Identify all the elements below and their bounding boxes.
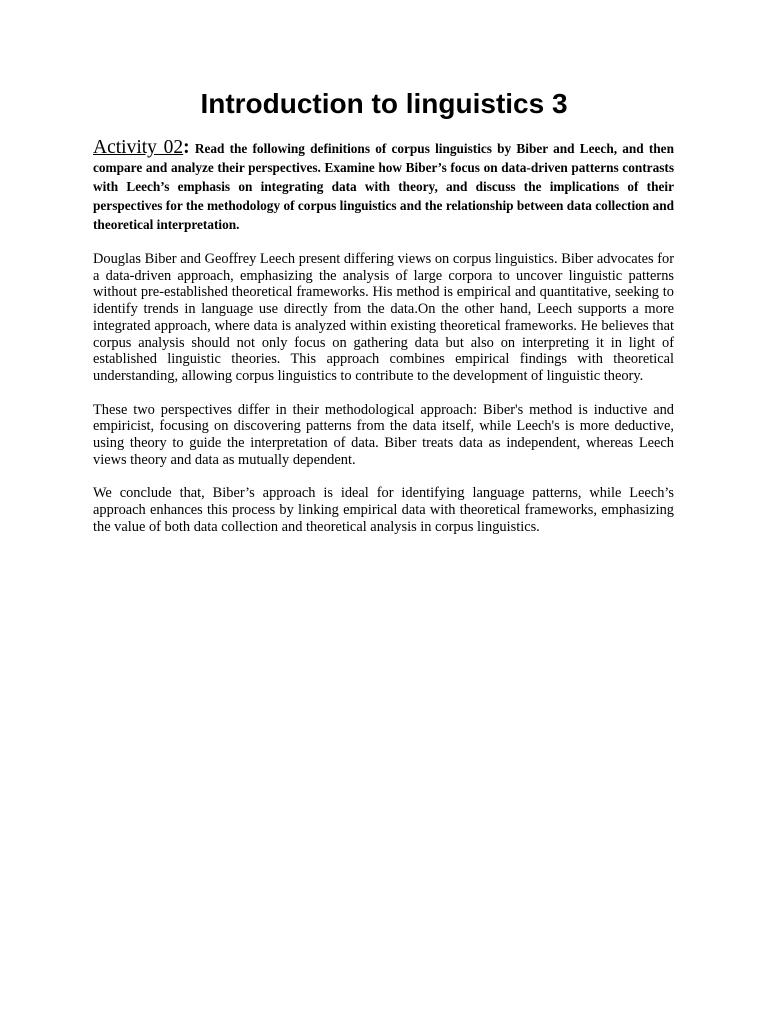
activity-prompt: [93, 138, 674, 234]
body-paragraph-2: These two perspectives differ in their methodological approach: Biber's method is inductive and empiricist, focusing on discovering patterns from the data itself, while Leech's is more deductive, using theory to guide the interpretation of data. Biber treats data as independent, whereas Leech views theory and data as mutually dependent.: [93, 401, 674, 468]
document-body: [93, 138, 674, 553]
document-title: Introduction to linguistics 3: [200, 88, 568, 119]
body-paragraph-1: Douglas Biber and Geoffrey Leech present differing views on corpus linguistics. Biber advocates for a data-driven approach, emphasizing the analysis of large corpora to uncover linguistic patterns without pre-established theoretical frameworks. His method is empirical and quantitative, seeking to identify trends in language use directly from the data.On the other hand, Leech supports a more integrated approach, where data is analyzed within existing theoretical frameworks. He believes that corpus analysis should not only focus on gathering data but also on interpreting it in light of established linguistic theories. This approach combines empirical findings with theoretical understanding, allowing corpus linguistics to contribute to the development of linguistic theory.: [93, 251, 674, 384]
activity-instructions: Read the following definitions of corpus linguistics by Biber and Leech, and then compare and analyze their perspectives. Examine how Biber’s focus on data-driven patterns contrasts with Leech’s emphasis on integrating data with theory, and discuss the implications of their perspectives for the methodology of corpus linguistics and the relationship between data collection and theoretical interpretation.: [93, 141, 674, 232]
activity-colon: :: [183, 137, 190, 158]
body-paragraph-3: We conclude that, Biber’s approach is ideal for identifying language patterns, while Leech’s approach enhances this process by linking empirical data with theoretical frameworks, emphasizing the value of both data collection and theoretical analysis in corpus linguistics.: [93, 485, 674, 535]
activity-label: Activity 02: [93, 137, 184, 158]
